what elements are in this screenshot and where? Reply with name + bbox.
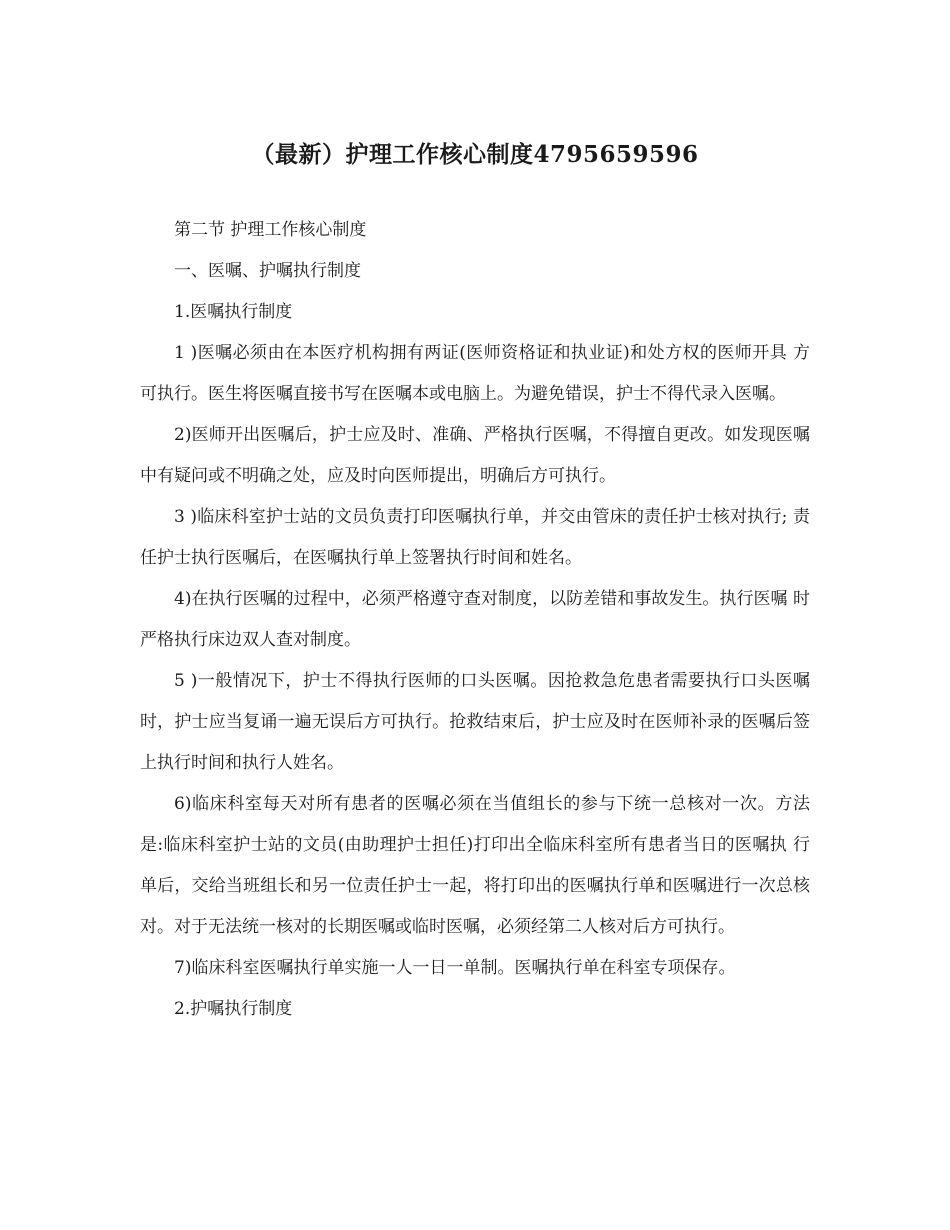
item-heading-orders: 1.医嘱执行制度: [174, 302, 293, 322]
paragraph-rule-4: 4)在执行医嘱的过程中，必须严格遵守查对制度，以防差错和事故发生。执行医嘱 时严格执行床边双人查对制度。: [140, 589, 810, 650]
paragraph-rule-5: 5 )一般情况下，护士不得执行医师的口头医嘱。因抢救急危患者需要执行口头医嘱 时，护士应当复诵一遍无误后方可执行。抢救结束后，护士应及时在医师补录的医嘱后签上执行时间和执行人姓名。: [140, 671, 810, 773]
paragraph-rule-6: 6)临床科室每天对所有患者的医嘱必须在当值组长的参与下统一总核对一次。方法 是:临床科室护士站的文员(由助理护士担任)打印出全临床科室所有患者当日的医嘱执 行单后，交给当班组长和另一位责任护士一起，将打印出的医嘱执行单和医嘱进行一次总核对。对于无法统一核对的长期医嘱或临时医嘱，必须经第二人核对后方可执行。: [140, 794, 810, 937]
paragraph-rule-7: 7)临床科室医嘱执行单实施一人一日一单制。医嘱执行单在科室专项保存。: [174, 958, 736, 978]
item-heading-nursing: 2.护嘱执行制度: [174, 999, 293, 1019]
section-heading: 第二节 护理工作核心制度: [174, 220, 367, 240]
document-title: （最新）护理工作核心制度4795659596: [251, 141, 699, 168]
document-body: [140, 210, 810, 1030]
paragraph-rule-3: 3 )临床科室护士站的文员负责打印医嘱执行单，并交由管床的责任护士核对执行; 责任护士执行医嘱后，在医嘱执行单上签署执行时间和姓名。: [140, 507, 810, 568]
paragraph-rule-1: 1 )医嘱必须由在本医疗机构拥有两证(医师资格证和执业证)和处方权的医师开具 方可执行。医生将医嘱直接书写在医嘱本或电脑上。为避免错误，护士不得代录入医嘱。: [140, 343, 810, 404]
paragraph-rule-2: 2)医师开出医嘱后，护士应及时、准确、严格执行医嘱，不得擅自更改。如发现医嘱中有疑问或不明确之处，应及时向医师提出，明确后方可执行。: [140, 425, 810, 486]
subsection-heading: 一、医嘱、护嘱执行制度: [174, 261, 361, 281]
